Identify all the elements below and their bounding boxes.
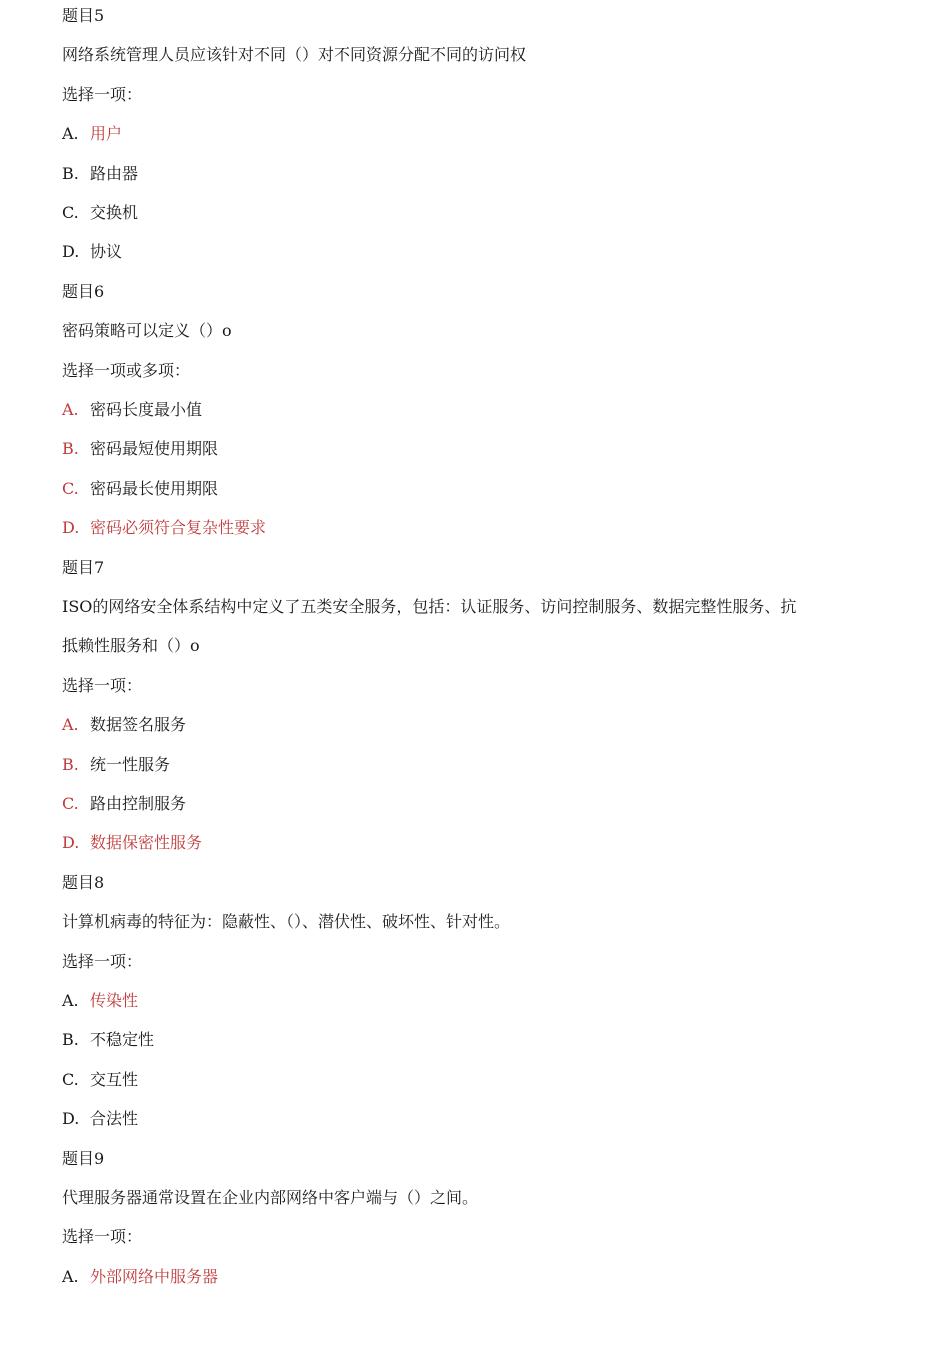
answer-option[interactable] (62, 400, 202, 420)
option-text: 密码最短使用期限 (90, 439, 219, 459)
answer-option[interactable] (62, 1267, 218, 1287)
option-letter: B. (62, 163, 79, 183)
option-letter: A. (62, 400, 79, 419)
option-text: 合法性 (90, 1109, 139, 1129)
question-stem: 密码策略可以定义（）o (62, 321, 232, 341)
answer-option[interactable] (62, 833, 202, 853)
answer-option[interactable] (62, 242, 122, 262)
answer-option[interactable] (62, 439, 218, 459)
option-text: 密码长度最小值 (90, 400, 203, 419)
answer-option[interactable] (62, 991, 138, 1011)
option-letter: B. (62, 1030, 79, 1050)
option-text: 密码必须符合复杂性要求 (90, 518, 267, 538)
option-letter: C. (62, 478, 79, 498)
question-title: 题目8 (62, 872, 105, 892)
question-stem: ISO的网络安全体系结构中定义了五类安全服务，包括：认证服务、访问控制服务、数据完整性服务、抗 (62, 597, 797, 616)
option-text: 数据保密性服务 (90, 833, 203, 853)
option-letter: B. (62, 439, 79, 459)
option-text: 数据签名服务 (90, 715, 187, 735)
answer-option[interactable] (62, 1030, 154, 1050)
question-instruction: 选择一项或多项： (62, 360, 191, 380)
answer-option[interactable] (62, 715, 186, 735)
option-letter: B. (62, 754, 79, 774)
answer-option[interactable] (62, 164, 138, 184)
question-instruction: 选择一项： (62, 951, 143, 971)
question-instruction: 选择一项： (62, 84, 143, 104)
question-stem: 网络系统管理人员应该针对不同（）对不同资源分配不同的访问权 (62, 45, 527, 65)
question-instruction: 选择一项： (62, 675, 143, 695)
option-letter: A. (62, 715, 79, 735)
answer-option[interactable] (62, 203, 138, 223)
option-letter: D. (62, 518, 80, 538)
option-text: 密码最长使用期限 (90, 478, 219, 498)
option-letter: C. (62, 203, 79, 222)
answer-option[interactable] (62, 794, 186, 814)
option-letter: A. (62, 991, 79, 1010)
option-letter: D. (62, 1109, 80, 1129)
option-text: 传染性 (90, 991, 139, 1010)
question-title: 题目5 (62, 6, 105, 25)
question-instruction: 选择一项： (62, 1227, 143, 1247)
option-letter: C. (62, 1069, 79, 1089)
question-stem: 计算机病毒的特征为：隐蔽性、（）、潜伏性、破坏性、针对性。 (62, 912, 511, 932)
question-title: 题目7 (62, 557, 105, 577)
answer-option[interactable] (62, 518, 266, 538)
option-letter: D. (62, 242, 80, 262)
option-letter: A. (62, 124, 79, 144)
option-text: 外部网络中服务器 (90, 1266, 219, 1286)
option-letter: D. (62, 833, 80, 853)
option-text: 路由器 (90, 163, 139, 183)
option-text: 不稳定性 (90, 1030, 155, 1050)
answer-option[interactable] (62, 1109, 138, 1129)
question-title: 题目9 (62, 1148, 105, 1168)
option-text: 用户 (90, 124, 123, 144)
option-text: 路由控制服务 (90, 794, 187, 813)
question-stem: 抵赖性服务和（）o (62, 636, 200, 656)
option-text: 交互性 (90, 1069, 139, 1089)
answer-option[interactable] (62, 1070, 138, 1090)
option-text: 交换机 (90, 203, 139, 222)
answer-option[interactable] (62, 479, 218, 499)
answer-option[interactable] (62, 755, 170, 775)
option-letter: A. (62, 1266, 79, 1286)
question-title: 题目6 (62, 281, 105, 301)
option-text: 协议 (90, 242, 123, 262)
option-letter: C. (62, 794, 79, 813)
question-stem: 代理服务器通常设置在企业内部网络中客户端与（）之间。 (62, 1188, 479, 1207)
answer-option[interactable] (62, 124, 122, 144)
option-text: 统一性服务 (90, 754, 171, 774)
